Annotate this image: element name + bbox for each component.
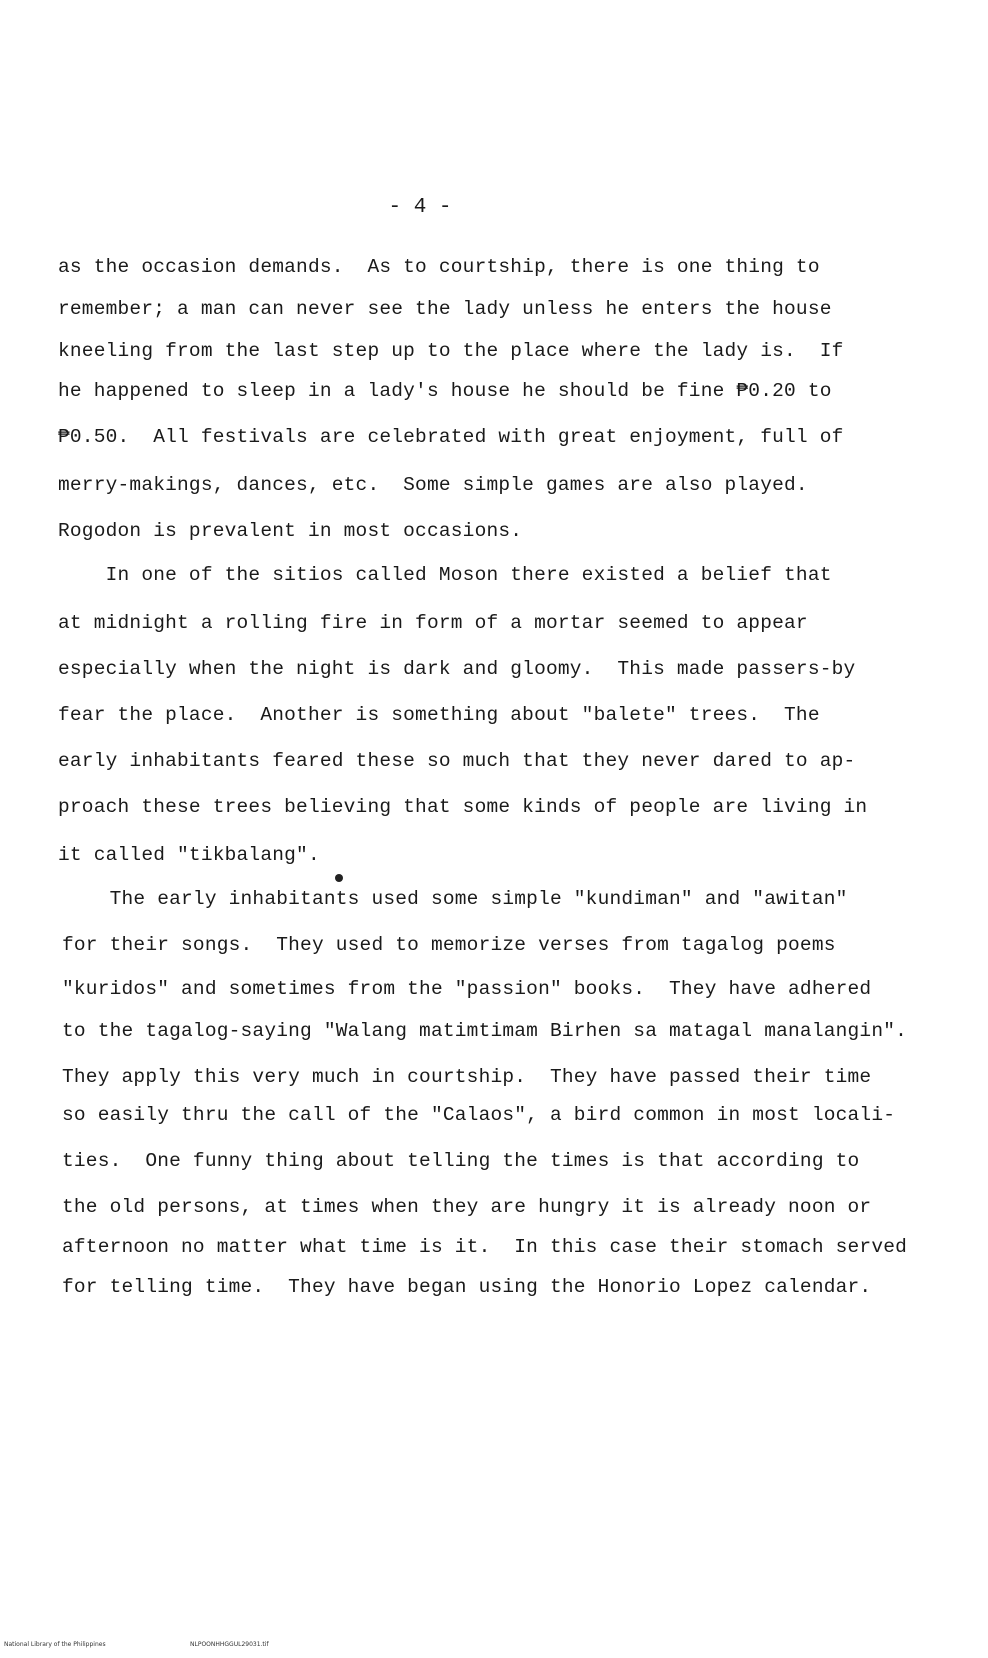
text-line: for their songs. They used to memorize verses from tagalog poems	[62, 934, 836, 956]
text-line: They apply this very much in courtship. They have passed their time	[62, 1066, 872, 1088]
footer-library: National Library of the Philippines	[4, 1641, 106, 1648]
page-number: - 4 -	[388, 196, 452, 219]
text-line: merry-makings, dances, etc. Some simple games are also played.	[58, 474, 808, 496]
text-line: remember; a man can never see the lady unless he enters the house	[58, 298, 832, 320]
text-line: it called "tikbalang".	[58, 844, 320, 866]
text-line: especially when the night is dark and gloomy. This made passers-by	[58, 658, 856, 680]
text-line: kneeling from the last step up to the place where the lady is. If	[58, 340, 844, 362]
text-line: proach these trees believing that some kinds of people are living in	[58, 796, 868, 818]
text-line: to the tagalog-saying "Walang matimtimam Birhen sa matagal manalangin".	[62, 1020, 908, 1042]
text-line: "kuridos" and sometimes from the "passion" books. They have adhered	[62, 978, 872, 1000]
text-line: the old persons, at times when they are hungry it is already noon or	[62, 1196, 872, 1218]
text-line: so easily thru the call of the "Calaos", a bird common in most locali-	[62, 1104, 896, 1126]
text-line: for telling time. They have began using the Honorio Lopez calendar.	[62, 1276, 872, 1298]
ink-speck	[335, 874, 343, 882]
text-line: ₱0.50. All festivals are celebrated with great enjoyment, full of	[58, 426, 844, 448]
text-line: at midnight a rolling fire in form of a mortar seemed to appear	[58, 612, 808, 634]
text-line: early inhabitants feared these so much that they never dared to ap-	[58, 750, 856, 772]
text-line: Rogodon is prevalent in most occasions.	[58, 520, 523, 542]
text-line: In one of the sitios called Moson there existed a belief that	[58, 564, 832, 586]
text-line: as the occasion demands. As to courtship, there is one thing to	[58, 256, 820, 278]
footer-file: NLPOONHHGGUL29031.tif	[190, 1641, 269, 1648]
text-line: The early inhabitants used some simple "kundiman" and "awitan"	[62, 888, 848, 910]
text-line: afternoon no matter what time is it. In this case their stomach served	[62, 1236, 908, 1258]
text-line: he happened to sleep in a lady's house he should be fine ₱0.20 to	[58, 380, 832, 402]
text-line: fear the place. Another is something about "balete" trees. The	[58, 704, 820, 726]
text-line: ties. One funny thing about telling the times is that according to	[62, 1150, 860, 1172]
